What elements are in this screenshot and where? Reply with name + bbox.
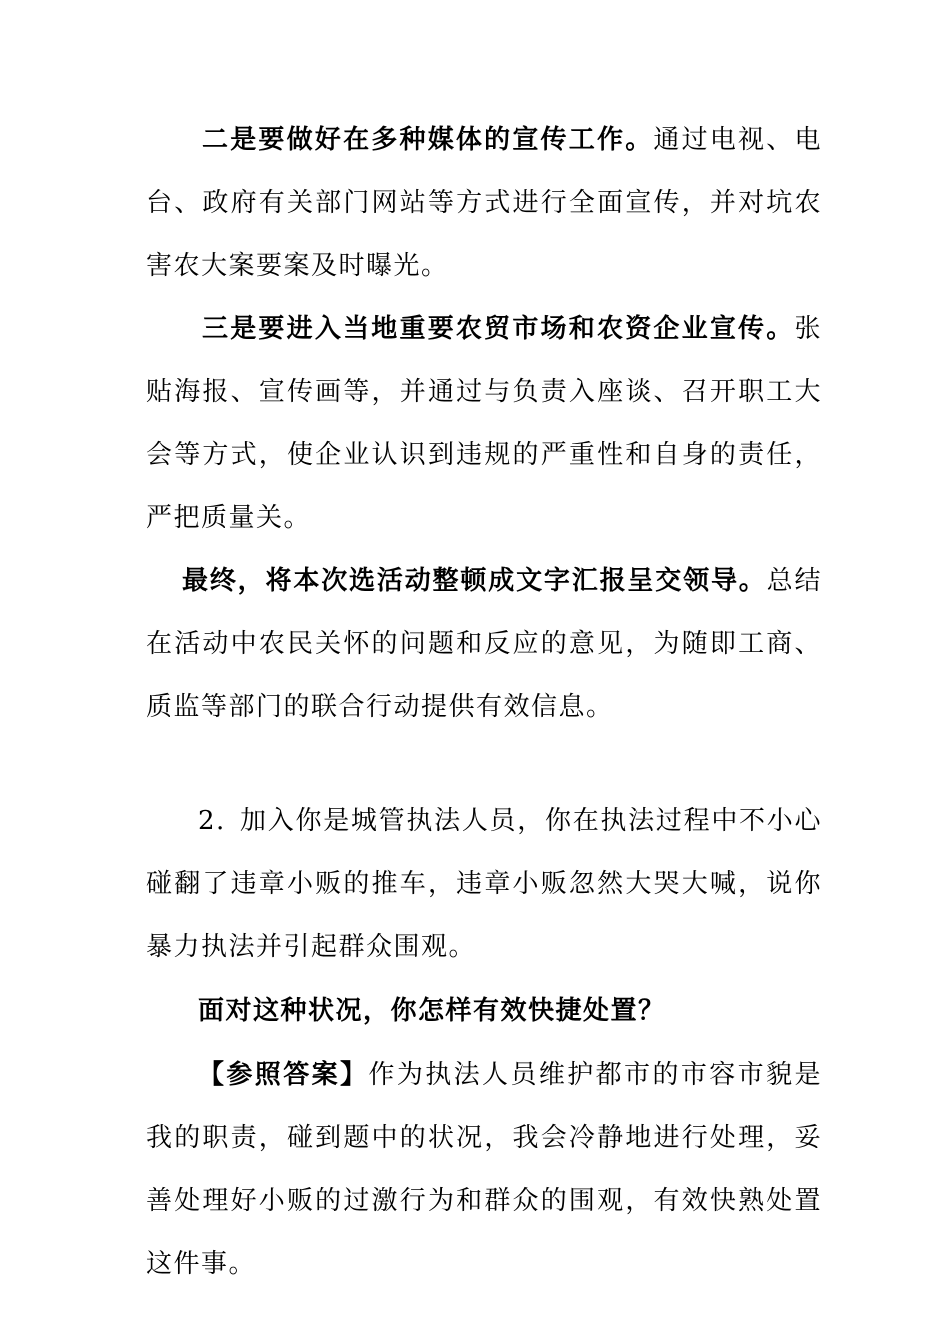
question-prompt: 面对这种状况，你怎样有效快捷处置？ — [198, 996, 666, 1026]
answer-label: 【参照答案】 — [198, 1060, 369, 1090]
question-scenario — [146, 790, 822, 979]
paragraph-final-report — [146, 550, 822, 739]
reference-answer — [146, 1044, 822, 1296]
question-number: 2. — [198, 806, 226, 836]
paragraph-body: 总结在活动中农民关怀的问题和反应的意见，为随即工商、质监等部门的联合行动提供有效信息。 — [146, 566, 822, 722]
answer-text: 作为执法人员维护都市的市容市貌是我的职责，碰到题中的状况，我会冷静地进行处理，妥善处理好小贩的过激行为和群众的围观，有效快熟处置这件事。 — [146, 1060, 822, 1279]
paragraph-body: 通过电视、电台、政府有关部门网站等方式进行全面宣传，并对坑农害农大案要案及时曝光。 — [146, 125, 822, 281]
paragraph-media-publicity — [146, 109, 822, 298]
question-text: 加入你是城管执法人员，你在执法过程中不小心碰翻了违章小贩的推车，违章小贩忽然大哭大喊，说你暴力执法并引起群众围观。 — [146, 806, 822, 962]
paragraph-lead: 三是要进入当地重要农贸市场和农资企业宣传。 — [202, 314, 795, 344]
paragraph-market-publicity — [146, 298, 822, 550]
paragraph-lead: 最终，将本次选活动整顿成文字汇报呈交领导。 — [182, 566, 767, 596]
paragraph-lead: 二是要做好在多种媒体的宣传工作。 — [202, 125, 654, 155]
paragraph-body: 张贴海报、宣传画等，并通过与负责入座谈、召开职工大会等方式，使企业认识到违规的严重性和自身的责任，严把质量关。 — [146, 314, 822, 533]
